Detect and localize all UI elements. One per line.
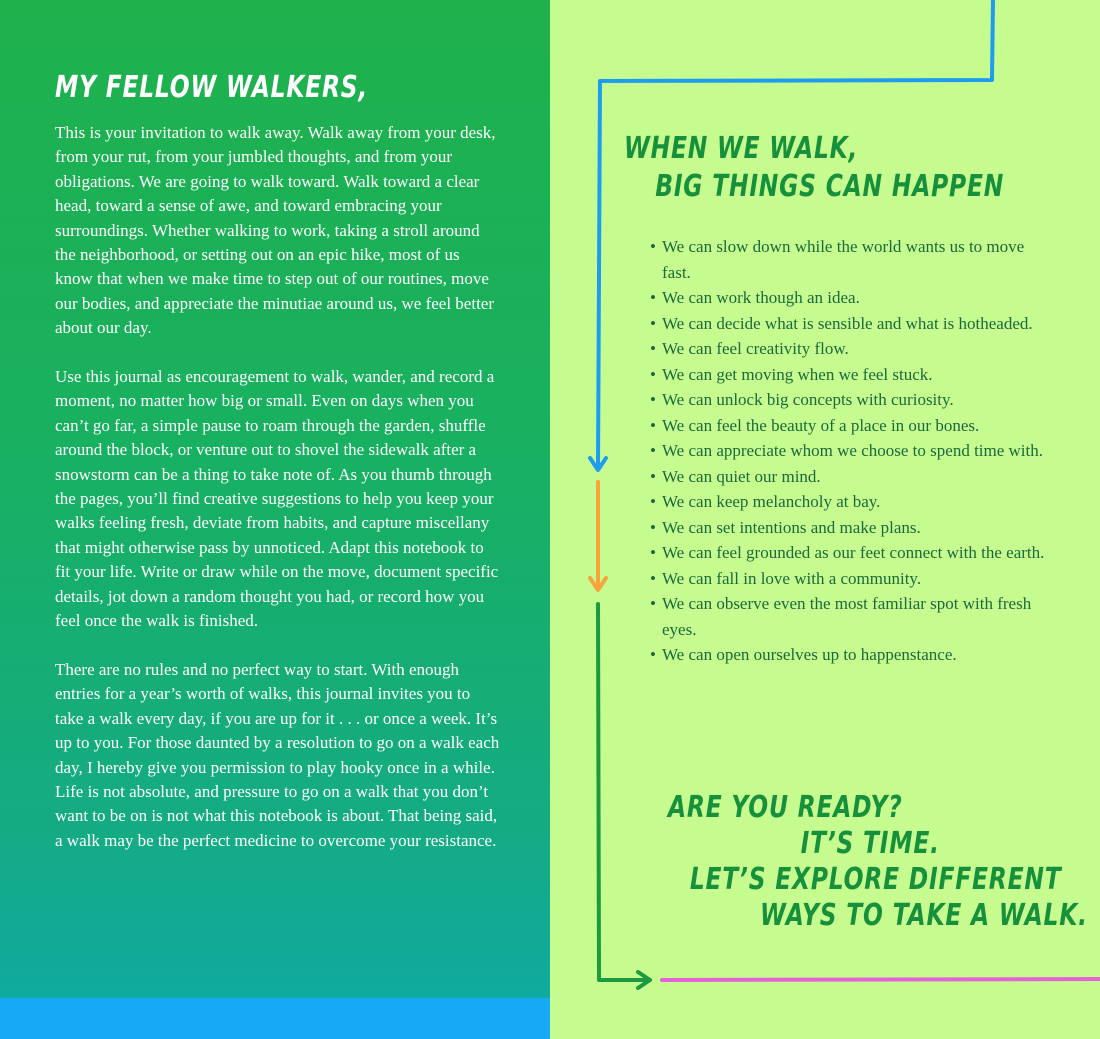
right-heading-line-1: WHEN WE WALK, [624,131,859,166]
closing-line-1: ARE YOU READY? [668,790,903,825]
right-heading [624,130,1004,206]
list-item: • We can decide what is sensible and what is hotheaded. [650,311,1050,337]
left-heading: MY FELLOW WALKERS, [55,70,369,105]
list-item: • We can feel grounded as our feet connect with the earth. [650,540,1050,566]
intro-paragraph-3: There are no rules and no perfect way to start. With enough entries for a year’s worth of walks, this journal invites you to take a walk every day, if you are up for it . . . or once a week. It’s up to you. For those daunted by a resolution to go on a walk each day, I hereby give you permission to play hooky once in a while. Life is not absolute, and pressure to go on a walk that you don’t want to be on is not what this notebook is about. That being said, a walk may be the perfect medicine to overcome your resistance. [55,659,500,850]
intro-paragraph-1: This is your invitation to walk away. Walk away from your desk, from your rut, from your jumbled thoughts, and from your obligations. We are going to walk toward. Walk toward a clear head, toward a sense of awe, and toward embracing your surroundings. Whether walking to work, taking a stroll around the neighborhood, or setting out on an epic hike, most of us know that when we make time to step out of our routines, move our bodies, and appreciate the minutiae around us, we feel better about our day. [55,123,496,338]
list-item: • We can fall in love with a community. [650,566,1050,592]
closing-line-2: IT’S TIME. [800,826,940,861]
benefits-list [650,234,1050,668]
closing-text [668,790,1088,934]
right-heading-line-2: BIG THINGS CAN HAPPEN [655,169,1005,204]
list-item: • We can observe even the most familiar spot with fresh eyes. [650,591,1050,642]
list-item: • We can unlock big concepts with curiosity. [650,387,1050,413]
list-item: • We can appreciate whom we choose to spend time with. [650,438,1050,464]
intro-paragraph-2: Use this journal as encouragement to walk, wander, and record a moment, no matter how big or small. Even on days when you can’t go far, a simple pause to roam through the garden, shuffle around the block, or venture out to shovel the sidewalk after a snowstorm can be a thing to take note of. As you thumb through the pages, you’ll find creative suggestions to help you keep your walks feeling fresh, deviate from habits, and capture miscellany that might otherwise pass by unnoticed. Adapt this notebook to fit your life. Write or draw while on the move, document specific details, jot down a random thought you had, or record how you feel once the walk is finished. [55,367,499,631]
list-item: • We can work though an idea. [650,285,1050,311]
closing-line-3: LET’S EXPLORE DIFFERENT [689,862,1062,897]
list-item: • We can feel the beauty of a place in our bones. [650,413,1050,439]
list-item: • We can get moving when we feel stuck. [650,362,1050,388]
list-item: • We can set intentions and make plans. [650,515,1050,541]
list-item: • We can slow down while the world wants us to move fast. [650,234,1050,285]
list-item: • We can open ourselves up to happenstance. [650,642,1050,668]
path-green-segment [598,604,646,980]
list-item: • We can keep melancholy at bay. [650,489,1050,515]
path-pink-segment [662,979,1100,980]
closing-line-4: WAYS TO TAKE A WALK. [760,898,1088,933]
list-item: • We can feel creativity flow. [650,336,1050,362]
list-item: • We can quiet our mind. [650,464,1050,490]
